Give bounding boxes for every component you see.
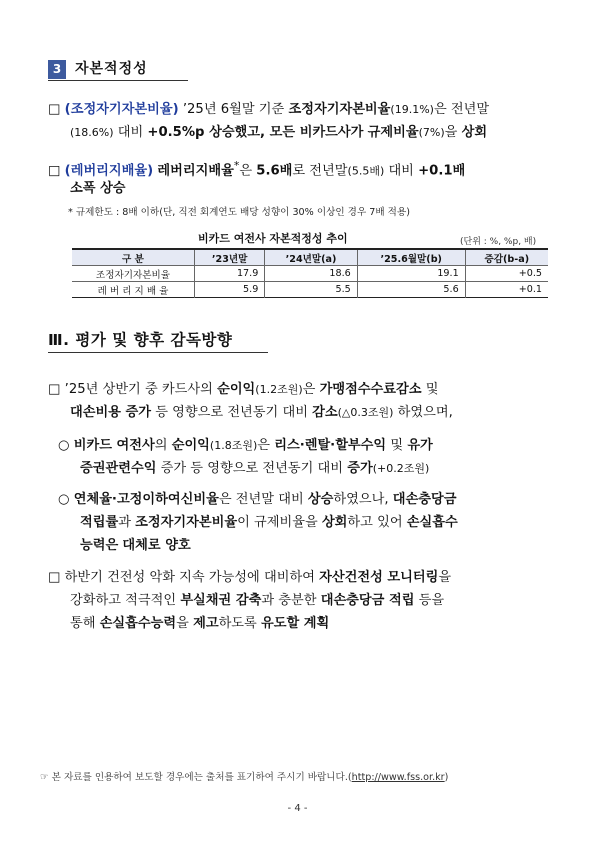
text-small: (18.6%) — [70, 126, 114, 139]
text-bold: 상회 — [461, 125, 488, 140]
table-header: 증감(b-a) — [465, 249, 548, 266]
text: 은 전년말 대비 — [218, 492, 304, 507]
text: 하반기 건전성 악화 지속 가능성에 대비하여 — [64, 570, 315, 585]
text-bold: 대손충당금 — [392, 492, 457, 507]
text-bold: 리스·렌탈·할부수익 — [274, 438, 387, 453]
text: 대비 — [117, 125, 144, 140]
text-small: (5.5배) — [347, 164, 385, 178]
text-bold: 대손충당금 적립 — [320, 593, 415, 608]
text: 하였으며, — [397, 405, 453, 420]
text: 대비 — [388, 163, 414, 179]
text-bold: 조정자기자본비율 — [135, 515, 238, 530]
text-bold: 유가 — [407, 438, 433, 453]
text-bold: 제고 — [193, 616, 219, 631]
table-header: ’24년말(a) — [265, 249, 357, 266]
text-bold: 부실채권 감축 — [180, 593, 262, 608]
asterisk: * — [233, 159, 240, 172]
text-small: (△0.3조원) — [337, 406, 394, 419]
text: 등 영향으로 전년동기 대비 — [155, 405, 308, 420]
regulation-note: * 규제한도 : 8배 이하(단, 직전 회계연도 배당 성향이 30% 이상인 경우 7배 적용) — [68, 207, 410, 218]
label-capital-ratio: (조정자기자본비율) — [64, 102, 179, 117]
table-header: ’25.6월말(b) — [357, 249, 465, 266]
paragraph-plan-line2 — [70, 589, 444, 612]
paragraph-plan-line3 — [70, 612, 329, 635]
table-row — [72, 282, 548, 298]
citation-note — [40, 769, 448, 783]
capital-adequacy-table — [72, 248, 548, 298]
text: 로 전년말 — [292, 163, 348, 179]
text: 은 — [239, 163, 253, 179]
paragraph-noncard-profit-line1 — [58, 434, 433, 457]
table-cell: 5.6 — [357, 282, 465, 298]
text: 을 — [444, 125, 458, 140]
text-bold: 적립률 — [80, 515, 119, 530]
text-bold: 순이익 — [171, 438, 210, 453]
text-bold: +0.5%p 상승했고, 모든 비카드사가 — [147, 125, 364, 140]
text: 강화하고 적극적인 — [70, 593, 177, 608]
text-bold: 자산건전성 모니터링 — [319, 570, 439, 585]
text: 과 충분한 — [261, 593, 317, 608]
paragraph-capital-ratio-line2 — [70, 121, 487, 144]
text: 등을 — [418, 593, 445, 608]
paragraph-delinquency-line2 — [80, 511, 458, 534]
table-cell-label: 레 버 리 지 배 율 — [72, 282, 195, 298]
text-bold: 비카드 여전사 — [73, 438, 155, 453]
table-cell: 5.9 — [195, 282, 265, 298]
box-bullet: □ — [48, 102, 61, 117]
heading-evaluation: Ⅲ. 평가 및 향후 감독방향 — [48, 331, 233, 349]
text: 이 규제비율을 — [237, 515, 318, 530]
text: 은 전년말 — [433, 102, 490, 117]
text-small: (1.2조원) — [255, 383, 303, 396]
text: 증가 등 영향으로 전년동기 대비 — [160, 461, 344, 476]
paragraph-noncard-profit-line2 — [80, 457, 429, 480]
table-cell: 18.6 — [265, 266, 357, 282]
text: 하도록 — [218, 616, 257, 631]
text: 하였으나, — [333, 492, 389, 507]
text-bold: 손실흡수 — [406, 515, 458, 530]
text-bold: 레버리지배율 — [157, 163, 234, 179]
text-bold: 상회 — [321, 515, 348, 530]
paragraph-plan-line1 — [48, 566, 451, 589]
section-underline — [48, 80, 188, 81]
text-bold: 상승 — [307, 492, 334, 507]
text-bold: 증권관련수익 — [80, 461, 157, 476]
paragraph-capital-ratio-line1 — [48, 98, 489, 121]
text-bold: 손실흡수능력 — [99, 616, 177, 631]
citation-text: 본 자료를 인용하여 보도할 경우에는 출처를 표기하여 주시기 바랍니다.( — [51, 772, 352, 783]
paragraph-leverage-line2: 소폭 상승 — [70, 181, 126, 196]
text-bold: +0.1배 — [418, 163, 466, 179]
text-bold: 조정자기자본비율 — [288, 102, 391, 117]
table-header: ’23년말 — [195, 249, 265, 266]
table-cell: 17.9 — [195, 266, 265, 282]
text-small: (19.1%) — [390, 103, 434, 116]
table-cell-label: 조정자기자본비율 — [72, 266, 195, 282]
section-number: 3 — [48, 60, 66, 79]
text-bold: 증가 — [347, 461, 373, 476]
text-bold: 대체로 양호 — [122, 538, 191, 553]
table-cell: +0.5 — [465, 266, 548, 282]
circle-bullet: ○ — [58, 438, 70, 453]
paragraph-card-profit-line2 — [70, 401, 453, 424]
paragraph-card-profit-line1 — [48, 378, 438, 401]
table-cell: 5.5 — [265, 282, 357, 298]
text: 과 — [118, 515, 131, 530]
text-bold: 규제비율 — [367, 125, 419, 140]
citation-close: ) — [444, 772, 449, 783]
text: 은 — [257, 438, 271, 453]
text: ’25년 상반기 중 카드사의 — [64, 382, 213, 397]
text-bold: 순이익 — [217, 382, 256, 397]
paragraph-delinquency-line3 — [80, 534, 191, 557]
fss-website-link[interactable]: http://www.fss.or.kr — [351, 772, 445, 783]
heading-underline — [48, 352, 268, 353]
text: 은 — [302, 382, 316, 397]
circle-bullet: ○ — [58, 492, 70, 507]
text-bold: 능력은 — [80, 538, 119, 553]
table-cell: +0.1 — [465, 282, 548, 298]
text-small: (+0.2조원) — [372, 462, 430, 475]
text-bold: 5.6배 — [256, 163, 293, 179]
section-title: 자본적정성 — [75, 61, 148, 77]
table-header: 구 분 — [72, 249, 195, 266]
text: 및 — [390, 438, 404, 453]
text-small: (1.8조원) — [209, 439, 258, 452]
text: 을 — [438, 570, 452, 585]
page-number: - 4 - — [287, 803, 308, 814]
text: 의 — [154, 438, 168, 453]
box-bullet: □ — [48, 382, 61, 397]
text: 을 — [176, 616, 189, 631]
table-unit: (단위 : %, %p, 배) — [460, 237, 537, 247]
box-bullet: □ — [48, 570, 61, 585]
box-bullet: □ — [48, 163, 61, 179]
text: ’25년 6월말 기준 — [182, 102, 285, 117]
text-bold: 유도할 계획 — [260, 616, 330, 631]
text: 통해 — [70, 616, 96, 631]
text-bold: 대손비용 증가 — [70, 405, 152, 420]
text: 하고 있어 — [347, 515, 403, 530]
table-cell: 19.1 — [357, 266, 465, 282]
text-small: (7%) — [418, 126, 445, 139]
text: 및 — [425, 382, 439, 397]
table-header-row — [72, 249, 548, 266]
table-row — [72, 266, 548, 282]
text-bold: 감소 — [312, 405, 338, 420]
label-leverage: (레버리지배율) — [64, 163, 154, 179]
pointing-hand-icon: ☞ — [40, 772, 49, 783]
text-bold: 연체율·고정이하여신비율 — [73, 492, 219, 507]
text-bold: 가맹점수수료감소 — [319, 382, 422, 397]
paragraph-delinquency-line1 — [58, 488, 456, 511]
table-caption: 비카드 여전사 자본적정성 추이 — [198, 232, 348, 245]
